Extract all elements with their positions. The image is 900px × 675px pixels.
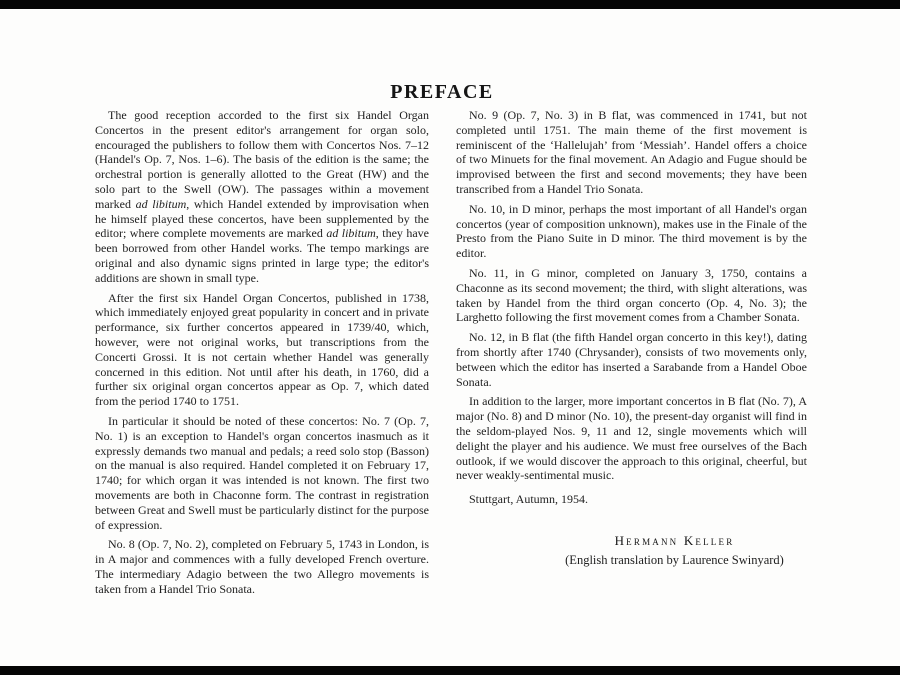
signature-translation-credit: (English translation by Laurence Swinyard) (565, 552, 784, 567)
page-title: PREFACE (390, 81, 494, 103)
paragraph-left-2: After the first six Handel Organ Concertos, published in 1738, which immediately enjoyed great popularity in concert and in private performance, six further concertos appeared in 1739/40, which, however, were not original works, but transcriptions from the Concerti Grossi. It is not certain whether Handel was generally concerned in this edition. Not until after his death, in 1760, did a further six original organ concertos appear as Op. 7, which dated from the period 1740 to 1751. (95, 290, 429, 409)
paragraph-right-2: No. 10, in D minor, perhaps the most important of all Handel's organ concertos (year of composition unknown), makes use in the Finale of the Presto from the Piano Suite in D minor. The third movement is by the editor. (456, 201, 807, 261)
right-column (456, 108, 807, 602)
left-column (95, 108, 429, 602)
paragraph-left-1: The good reception accorded to the first six Handel Organ Concertos in the present editor's arrangement for organ solo, encouraged the publishers to follow them with Concertos Nos. 7–12 (Handel's Op. 7, Nos. 1–6). The basis of the edition is the same; the orchestral portion is generally allotted to the Great (HW) and the solo part to the Swell (OW). The passages within a movement marked ad libitum, which Handel extended by improvisation when he himself played these concertos, have been supplemented by the editor; where complete movements are marked ad libitum, they have been borrowed from other Handel works. The tempo markings are original and also dynamic signs printed in large type; the editor's additions are shown in small type. (95, 108, 430, 285)
two-column-text (95, 108, 807, 602)
letterbox-top (0, 0, 900, 9)
paragraph-right-4: No. 12, in B flat (the fifth Handel organ concerto in this key!), dating from shortly after 1740 (Chrysander), consists of two movements only, between which the editor has inserted a Sarabande from a Handel Oboe Sonata. (456, 330, 807, 389)
paragraph-right-1: No. 9 (Op. 7, No. 3) in B flat, was commenced in 1741, but not completed until 1751. The main theme of the first movement is reminiscent of the ‘Hallelujah’ from ‘Messiah’. Handel offers a choice of two Minuets for the final movement. An Adagio and Fugue should be improvised between the first and second movements; they have been transcribed from a Handel Trio Sonata. (456, 108, 807, 196)
paragraph-right-5: In addition to the larger, more important concertos in B flat (No. 7), A major (No. 8) and D minor (No. 10), the present-day organist will find in the seldom-played Nos. 9, 11 and 12, single movements which will delight the player and his audience. We must free ourselves of the Bach outlook, if we would discover the approach to this original, cheerful, but never weakly-sentimental music. (456, 394, 807, 483)
paragraph-left-3: In particular it should be noted of these concertos: No. 7 (Op. 7, No. 1) is an exception to Handel's organ concertos inasmuch as it expressly demands two manual and pedals; a reed solo stop (Basson) on the manual is also required. Handel completed it on February 17, 1740; for which organ it was intended is not known. The first two movements are both in Chaconne form. The contrast in registration between Great and Swell must be particularly distinct for the purpose of expression. (95, 413, 429, 532)
document-page (0, 9, 900, 666)
paragraph-left-4: No. 8 (Op. 7, No. 2), completed on February 5, 1743 in London, is in A major and commences with a fully developed French overture. The intermediary Adagio between the two Allegro movements is taken from a Handel Trio Sonata. (95, 537, 429, 596)
dateline: Stuttgart, Autumn, 1954. (469, 492, 589, 507)
letterbox-bottom (0, 666, 900, 675)
signature-name: Hermann Keller (614, 532, 735, 548)
paragraph-right-3: No. 11, in G minor, completed on January 3, 1750, contains a Chaconne as its second movement; the third, with slight alterations, was taken by Handel from the third organ concerto (Op. 4, No. 3); the Larghetto following the first movement comes from a Chamber Sonata. (456, 265, 807, 325)
signature-block (456, 534, 807, 568)
